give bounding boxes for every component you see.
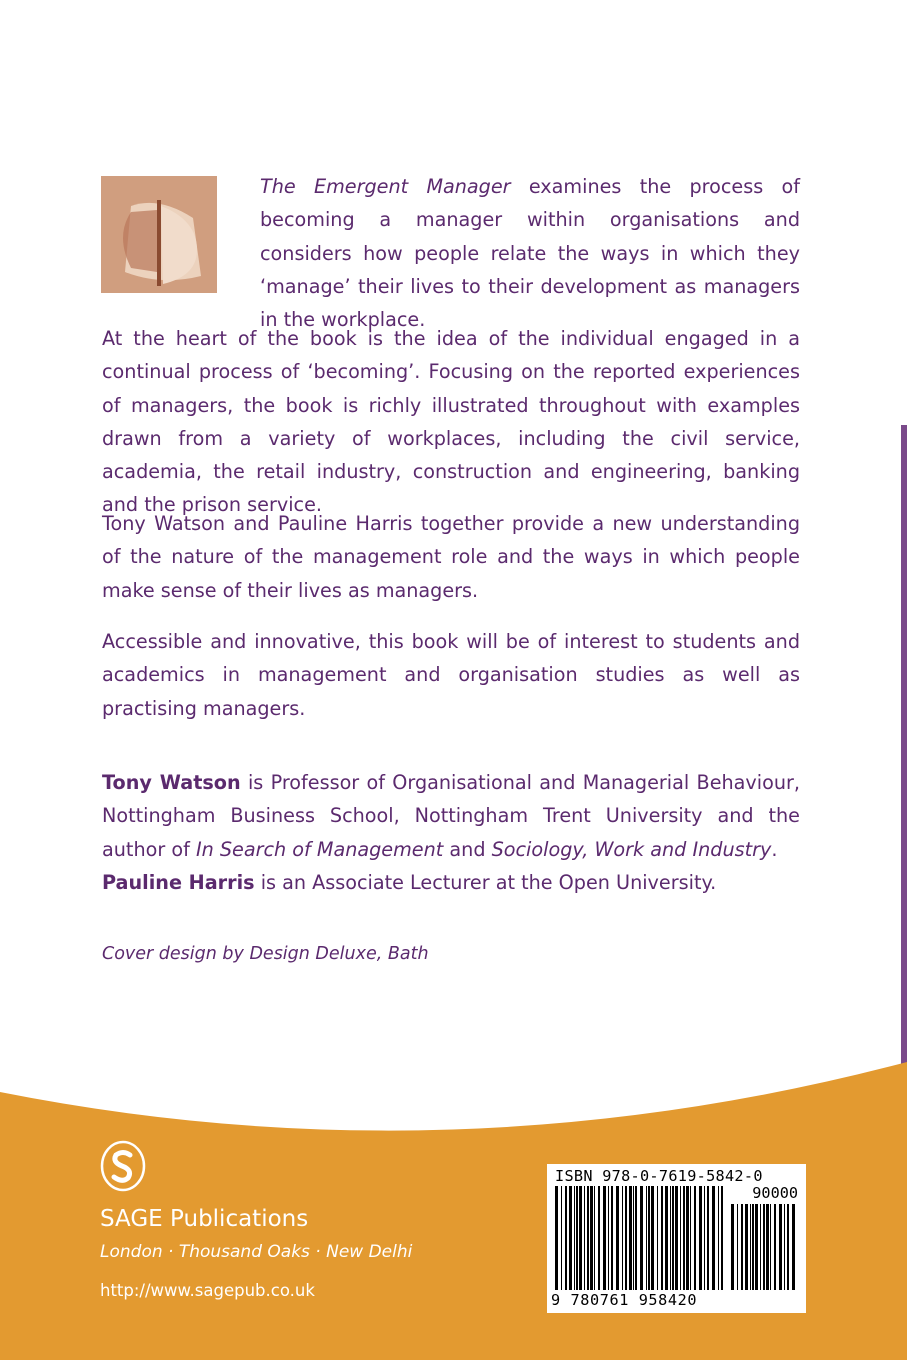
barcode-bar	[680, 1186, 681, 1290]
barcode-bar	[590, 1186, 593, 1290]
barcode-bar	[670, 1186, 671, 1290]
author-bios	[102, 766, 800, 899]
barcode-bar	[731, 1204, 734, 1290]
barcode-bar	[574, 1186, 575, 1290]
intro-paragraph	[260, 170, 800, 336]
publisher-name: SAGE Publications	[100, 1206, 309, 1232]
barcode-bar	[718, 1186, 719, 1290]
barcode-bar	[755, 1204, 758, 1290]
addon-barcode-bars	[731, 1204, 797, 1290]
barcode-bar	[555, 1186, 558, 1290]
barcode-bar	[603, 1186, 606, 1290]
barcode-bar	[640, 1186, 643, 1290]
watson-book-2: Sociology, Work and Industry	[491, 837, 772, 861]
barcode-bar	[651, 1186, 654, 1290]
sage-logo-icon	[100, 1140, 146, 1192]
barcode-bar	[694, 1186, 696, 1290]
barcode-bar	[704, 1186, 705, 1290]
cover-thumbnail-image	[101, 176, 217, 293]
ean-digits: 9 780761 958420	[551, 1291, 698, 1309]
barcode-bar	[683, 1186, 685, 1290]
barcode-bar	[633, 1186, 634, 1290]
watson-book-1: In Search of Management	[195, 837, 444, 861]
barcode-bar	[661, 1186, 663, 1290]
publisher-url-link[interactable]: http://www.sagepub.co.uk	[100, 1281, 315, 1300]
barcode-bar	[622, 1186, 623, 1290]
barcode-bar	[608, 1186, 609, 1290]
barcode-bar	[576, 1186, 578, 1290]
barcode-bar	[629, 1186, 632, 1290]
barcode-bar	[690, 1186, 691, 1290]
barcode-bar	[712, 1186, 715, 1290]
barcode-bar	[625, 1186, 627, 1290]
barcode-bar	[787, 1204, 789, 1290]
description-text: Accessible and innovative, this book will be of interest to students and academics in management and organisation studies as well as practising managers.	[102, 630, 800, 720]
barcode-bar	[598, 1186, 600, 1290]
barcode-bar	[665, 1186, 668, 1290]
description-text: At the heart of the book is the idea of the individual engaged in a continual process of ‘becoming’. Focusing on the reported experiences of managers, the book is richly illustrated throughout with examples drawn from a variety of workplaces, including the civil service, academia, the retail industry, construction and engineering, banking and the prison service.	[102, 327, 800, 517]
harris-name: Pauline Harris	[102, 870, 255, 894]
harris-bio-text: is an Associate Lecturer at the Open University.	[254, 870, 717, 894]
barcode-bar	[766, 1204, 769, 1290]
description-paragraph-1	[102, 322, 800, 522]
intro-text: examines the process of becoming a manager within organisations and considers how people relate the ways in which they ‘manage’ their lives to their development as managers in the workplace.	[260, 175, 800, 332]
barcode-bar	[699, 1186, 702, 1290]
barcode-bar	[672, 1186, 674, 1290]
cover-design-credit: Cover design by Design Deluxe, Bath	[102, 944, 429, 964]
publisher-cities: London · Thousand Oaks · New Delhi	[100, 1242, 413, 1262]
barcode-bar	[752, 1204, 754, 1290]
barcode-bar	[737, 1204, 738, 1290]
barcode-bar	[565, 1186, 567, 1290]
barcode-bar	[741, 1204, 743, 1290]
price-code: 90000	[752, 1184, 798, 1202]
barcode-bar	[594, 1186, 595, 1290]
barcode-bar	[569, 1186, 572, 1290]
barcode-bar	[792, 1204, 795, 1290]
ean-barcode-bars	[555, 1186, 725, 1290]
barcode-bar	[646, 1186, 647, 1290]
barcode-bar	[745, 1204, 748, 1290]
barcode-bar	[784, 1204, 785, 1290]
isbn-label: ISBN 978-0-7619-5842-0	[555, 1167, 763, 1185]
watson-bio-text: is Professor of Organisational and Managerial Behaviour, Nottingham Business School, Nottingham Trent University and the author of	[102, 771, 800, 861]
barcode-bar	[675, 1186, 678, 1290]
barcode-bar	[587, 1186, 589, 1290]
barcode-bar	[657, 1186, 658, 1290]
barcode-bar	[648, 1186, 650, 1290]
watson-name: Tony Watson	[102, 771, 241, 794]
watson-and: and	[443, 837, 492, 861]
barcode-bar	[611, 1186, 613, 1290]
isbn-barcode-box	[547, 1164, 806, 1313]
barcode-bar	[579, 1186, 582, 1290]
watson-end: .	[771, 837, 778, 861]
barcode-bar	[721, 1186, 723, 1290]
barcode-bar	[770, 1204, 771, 1290]
watson-bio	[102, 766, 800, 866]
barcode-bar	[774, 1204, 776, 1290]
barcode-bar	[616, 1186, 619, 1290]
barcode-bar	[686, 1186, 689, 1290]
barcode-bar	[584, 1186, 585, 1290]
description-paragraph-2	[102, 507, 800, 607]
barcode-bar	[760, 1204, 761, 1290]
barcode-bar	[750, 1204, 751, 1290]
book-title: The Emergent Manager	[260, 175, 511, 198]
barcode-bar	[635, 1186, 637, 1290]
barcode-bar	[707, 1186, 709, 1290]
description-text: Tony Watson and Pauline Harris together provide a new understanding of the nature of the management role and the ways in which people make sense of their lives as managers.	[102, 512, 800, 602]
description-paragraph-3	[102, 625, 800, 725]
barcode-bar	[763, 1204, 765, 1290]
barcode-bar	[779, 1204, 782, 1290]
barcode-bar	[561, 1186, 562, 1290]
harris-bio	[102, 866, 800, 899]
